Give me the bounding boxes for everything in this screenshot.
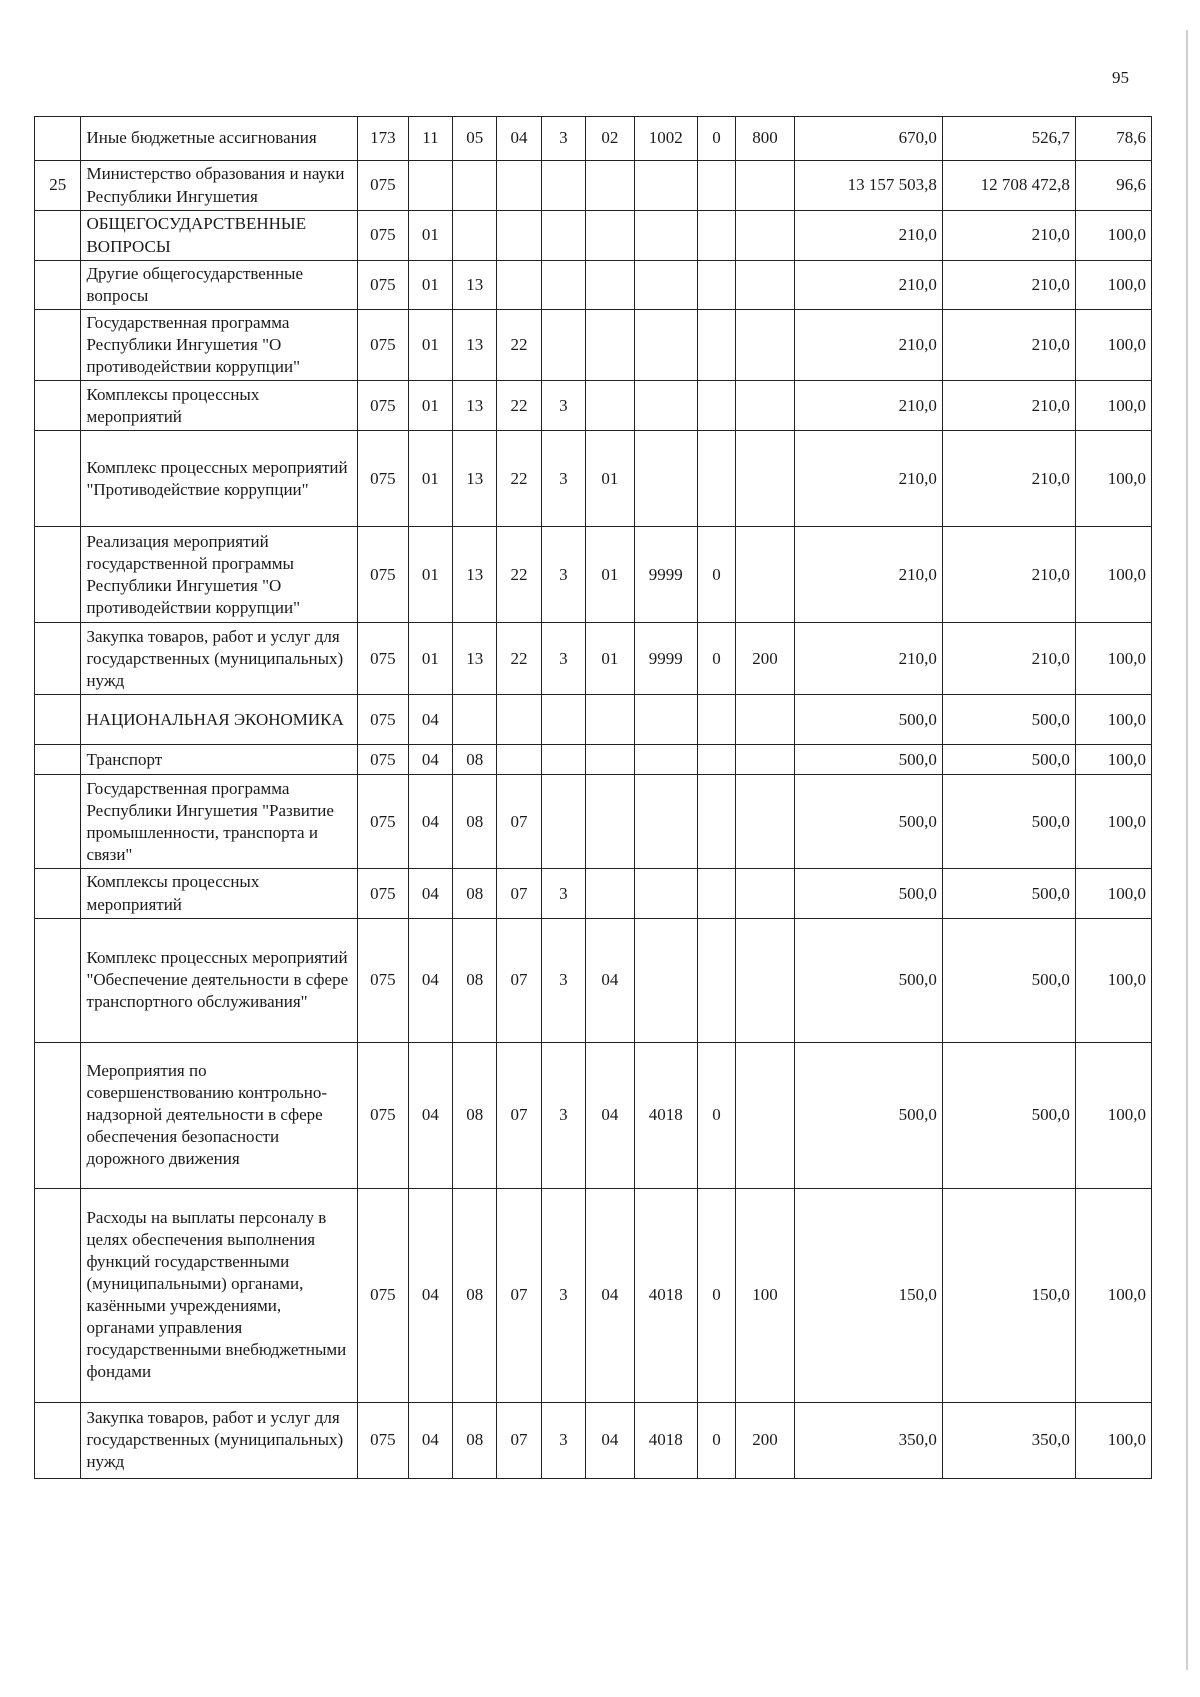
program-code-cell: 22 <box>497 623 541 695</box>
percent-cell: 100,0 <box>1075 745 1151 775</box>
plan-amount-cell: 500,0 <box>795 869 943 918</box>
ministry-code-cell: 075 <box>358 211 409 261</box>
subprogram-code-cell: 3 <box>541 918 585 1042</box>
sub-direction-code-cell <box>697 745 735 775</box>
activity-code-cell <box>586 310 635 381</box>
expense-type-code-cell <box>735 918 794 1042</box>
sub-direction-code-cell: 0 <box>697 527 735 623</box>
budget-table <box>34 116 1152 1479</box>
section-code-cell <box>408 161 452 211</box>
section-code-cell: 04 <box>408 1042 452 1188</box>
actual-amount-cell: 210,0 <box>942 527 1075 623</box>
subprogram-code-cell: 3 <box>541 381 585 431</box>
subprogram-code-cell <box>541 745 585 775</box>
program-code-cell: 07 <box>497 1402 541 1478</box>
subsection-code-cell <box>453 211 497 261</box>
ministry-code-cell: 075 <box>358 869 409 918</box>
program-code-cell <box>497 261 541 310</box>
subprogram-code-cell <box>541 310 585 381</box>
table-row <box>35 261 1152 310</box>
subprogram-code-cell <box>541 695 585 745</box>
sub-direction-code-cell <box>697 918 735 1042</box>
sub-direction-code-cell: 0 <box>697 1188 735 1402</box>
activity-code-cell: 04 <box>586 918 635 1042</box>
section-code-cell: 01 <box>408 381 452 431</box>
ministry-code-cell: 075 <box>358 310 409 381</box>
ministry-code-cell: 173 <box>358 117 409 161</box>
activity-code-cell: 04 <box>586 1042 635 1188</box>
section-code-cell: 01 <box>408 261 452 310</box>
plan-amount-cell: 210,0 <box>795 527 943 623</box>
table-row <box>35 1188 1152 1402</box>
subsection-code-cell: 08 <box>453 918 497 1042</box>
item-name-cell: Государственная программа Республики Ингушетия "О противодействии коррупции" <box>81 310 358 381</box>
subprogram-code-cell <box>541 161 585 211</box>
row-number-cell <box>35 211 81 261</box>
direction-code-cell <box>634 869 697 918</box>
subsection-code-cell <box>453 695 497 745</box>
direction-code-cell <box>634 310 697 381</box>
plan-amount-cell: 500,0 <box>795 775 943 869</box>
program-code-cell <box>497 211 541 261</box>
ministry-code-cell: 075 <box>358 623 409 695</box>
scan-edge-line <box>1186 30 1188 1670</box>
activity-code-cell: 02 <box>586 117 635 161</box>
direction-code-cell: 9999 <box>634 623 697 695</box>
plan-amount-cell: 210,0 <box>795 431 943 527</box>
row-number-cell <box>35 869 81 918</box>
subprogram-code-cell: 3 <box>541 431 585 527</box>
activity-code-cell: 04 <box>586 1402 635 1478</box>
percent-cell: 100,0 <box>1075 261 1151 310</box>
expense-type-code-cell <box>735 527 794 623</box>
program-code-cell: 22 <box>497 527 541 623</box>
expense-type-code-cell: 800 <box>735 117 794 161</box>
row-number-cell <box>35 431 81 527</box>
section-code-cell: 01 <box>408 310 452 381</box>
direction-code-cell <box>634 918 697 1042</box>
expense-type-code-cell <box>735 261 794 310</box>
expense-type-code-cell <box>735 310 794 381</box>
subsection-code-cell: 05 <box>453 117 497 161</box>
program-code-cell: 07 <box>497 775 541 869</box>
percent-cell: 100,0 <box>1075 623 1151 695</box>
percent-cell: 100,0 <box>1075 527 1151 623</box>
item-name-cell: Закупка товаров, работ и услуг для государственных (муниципальных) нужд <box>81 1402 358 1478</box>
item-name-cell: Государственная программа Республики Ингушетия "Развитие промышленности, транспорта и связи" <box>81 775 358 869</box>
section-code-cell: 04 <box>408 918 452 1042</box>
direction-code-cell <box>634 211 697 261</box>
subsection-code-cell: 08 <box>453 775 497 869</box>
activity-code-cell: 01 <box>586 623 635 695</box>
ministry-code-cell: 075 <box>358 918 409 1042</box>
activity-code-cell <box>586 745 635 775</box>
program-code-cell: 07 <box>497 1188 541 1402</box>
percent-cell: 100,0 <box>1075 869 1151 918</box>
activity-code-cell <box>586 211 635 261</box>
row-number-cell <box>35 1188 81 1402</box>
section-code-cell: 04 <box>408 1188 452 1402</box>
expense-type-code-cell <box>735 431 794 527</box>
sub-direction-code-cell: 0 <box>697 117 735 161</box>
ministry-code-cell: 075 <box>358 161 409 211</box>
sub-direction-code-cell <box>697 695 735 745</box>
table-row <box>35 1042 1152 1188</box>
ministry-code-cell: 075 <box>358 775 409 869</box>
expense-type-code-cell <box>735 211 794 261</box>
table-row <box>35 745 1152 775</box>
actual-amount-cell: 210,0 <box>942 261 1075 310</box>
plan-amount-cell: 210,0 <box>795 261 943 310</box>
activity-code-cell: 01 <box>586 431 635 527</box>
activity-code-cell <box>586 775 635 869</box>
direction-code-cell <box>634 695 697 745</box>
subprogram-code-cell: 3 <box>541 527 585 623</box>
ministry-code-cell: 075 <box>358 527 409 623</box>
row-number-cell <box>35 918 81 1042</box>
plan-amount-cell: 500,0 <box>795 695 943 745</box>
program-code-cell <box>497 161 541 211</box>
expense-type-code-cell <box>735 869 794 918</box>
ministry-code-cell: 075 <box>358 695 409 745</box>
expense-type-code-cell <box>735 381 794 431</box>
direction-code-cell: 9999 <box>634 527 697 623</box>
item-name-cell: ОБЩЕГОСУДАРСТВЕННЫЕ ВОПРОСЫ <box>81 211 358 261</box>
direction-code-cell <box>634 381 697 431</box>
section-code-cell: 01 <box>408 431 452 527</box>
plan-amount-cell: 350,0 <box>795 1402 943 1478</box>
activity-code-cell <box>586 261 635 310</box>
direction-code-cell <box>634 431 697 527</box>
plan-amount-cell: 210,0 <box>795 211 943 261</box>
ministry-code-cell: 075 <box>358 381 409 431</box>
sub-direction-code-cell <box>697 431 735 527</box>
subprogram-code-cell: 3 <box>541 1188 585 1402</box>
subsection-code-cell: 08 <box>453 1042 497 1188</box>
direction-code-cell: 4018 <box>634 1042 697 1188</box>
row-number-cell <box>35 775 81 869</box>
percent-cell: 100,0 <box>1075 1042 1151 1188</box>
activity-code-cell: 01 <box>586 527 635 623</box>
ministry-code-cell: 075 <box>358 431 409 527</box>
percent-cell: 100,0 <box>1075 431 1151 527</box>
row-number-cell <box>35 1042 81 1188</box>
row-number-cell <box>35 695 81 745</box>
sub-direction-code-cell <box>697 310 735 381</box>
actual-amount-cell: 210,0 <box>942 310 1075 381</box>
row-number-cell <box>35 261 81 310</box>
expense-type-code-cell: 200 <box>735 623 794 695</box>
plan-amount-cell: 150,0 <box>795 1188 943 1402</box>
subprogram-code-cell <box>541 211 585 261</box>
percent-cell: 100,0 <box>1075 775 1151 869</box>
percent-cell: 100,0 <box>1075 310 1151 381</box>
program-code-cell: 07 <box>497 1042 541 1188</box>
section-code-cell: 04 <box>408 775 452 869</box>
ministry-code-cell: 075 <box>358 1188 409 1402</box>
row-number-cell <box>35 623 81 695</box>
item-name-cell: НАЦИОНАЛЬНАЯ ЭКОНОМИКА <box>81 695 358 745</box>
expense-type-code-cell: 100 <box>735 1188 794 1402</box>
subsection-code-cell: 13 <box>453 381 497 431</box>
item-name-cell: Комплексы процессных мероприятий <box>81 869 358 918</box>
plan-amount-cell: 210,0 <box>795 310 943 381</box>
activity-code-cell <box>586 161 635 211</box>
percent-cell: 100,0 <box>1075 918 1151 1042</box>
section-code-cell: 01 <box>408 211 452 261</box>
direction-code-cell <box>634 775 697 869</box>
subprogram-code-cell <box>541 261 585 310</box>
direction-code-cell: 1002 <box>634 117 697 161</box>
actual-amount-cell: 526,7 <box>942 117 1075 161</box>
activity-code-cell <box>586 695 635 745</box>
actual-amount-cell: 150,0 <box>942 1188 1075 1402</box>
percent-cell: 96,6 <box>1075 161 1151 211</box>
table-row <box>35 918 1152 1042</box>
program-code-cell: 07 <box>497 918 541 1042</box>
subprogram-code-cell: 3 <box>541 117 585 161</box>
section-code-cell: 11 <box>408 117 452 161</box>
percent-cell: 100,0 <box>1075 1188 1151 1402</box>
ministry-code-cell: 075 <box>358 1042 409 1188</box>
table-row <box>35 1402 1152 1478</box>
item-name-cell: Мероприятия по совершенствованию контрольно-надзорной деятельности в сфере обеспечения безопасности дорожного движения <box>81 1042 358 1188</box>
section-code-cell: 04 <box>408 869 452 918</box>
item-name-cell: Комплекс процессных мероприятий "Обеспечение деятельности в сфере транспортного обслуживания" <box>81 918 358 1042</box>
subsection-code-cell: 13 <box>453 261 497 310</box>
direction-code-cell <box>634 745 697 775</box>
row-number-cell <box>35 381 81 431</box>
row-number-cell <box>35 1402 81 1478</box>
program-code-cell: 22 <box>497 310 541 381</box>
expense-type-code-cell <box>735 745 794 775</box>
table-row <box>35 869 1152 918</box>
percent-cell: 100,0 <box>1075 1402 1151 1478</box>
actual-amount-cell: 500,0 <box>942 695 1075 745</box>
activity-code-cell <box>586 869 635 918</box>
plan-amount-cell: 13 157 503,8 <box>795 161 943 211</box>
plan-amount-cell: 500,0 <box>795 1042 943 1188</box>
actual-amount-cell: 500,0 <box>942 1042 1075 1188</box>
plan-amount-cell: 670,0 <box>795 117 943 161</box>
direction-code-cell <box>634 261 697 310</box>
item-name-cell: Транспорт <box>81 745 358 775</box>
actual-amount-cell: 210,0 <box>942 431 1075 527</box>
section-code-cell: 04 <box>408 695 452 745</box>
row-number-cell <box>35 117 81 161</box>
program-code-cell: 04 <box>497 117 541 161</box>
row-number-cell <box>35 310 81 381</box>
actual-amount-cell: 210,0 <box>942 623 1075 695</box>
ministry-code-cell: 075 <box>358 745 409 775</box>
subsection-code-cell: 13 <box>453 310 497 381</box>
page-number: 95 <box>1112 68 1129 87</box>
subsection-code-cell: 08 <box>453 1402 497 1478</box>
subsection-code-cell: 13 <box>453 623 497 695</box>
subsection-code-cell: 13 <box>453 431 497 527</box>
actual-amount-cell: 500,0 <box>942 869 1075 918</box>
expense-type-code-cell: 200 <box>735 1402 794 1478</box>
table-row <box>35 211 1152 261</box>
item-name-cell: Расходы на выплаты персоналу в целях обеспечения выполнения функций государственными (муниципальными) органами, казёнными учреждениями, органами управления государственными внебюджетными фондами <box>81 1188 358 1402</box>
table-row <box>35 527 1152 623</box>
percent-cell: 100,0 <box>1075 695 1151 745</box>
sub-direction-code-cell <box>697 869 735 918</box>
table-row <box>35 117 1152 161</box>
actual-amount-cell: 210,0 <box>942 381 1075 431</box>
plan-amount-cell: 500,0 <box>795 918 943 1042</box>
item-name-cell: Другие общегосударственные вопросы <box>81 261 358 310</box>
table-row <box>35 161 1152 211</box>
activity-code-cell: 04 <box>586 1188 635 1402</box>
ministry-code-cell: 075 <box>358 1402 409 1478</box>
sub-direction-code-cell: 0 <box>697 623 735 695</box>
sub-direction-code-cell <box>697 381 735 431</box>
table-row <box>35 623 1152 695</box>
actual-amount-cell: 500,0 <box>942 918 1075 1042</box>
subprogram-code-cell: 3 <box>541 1402 585 1478</box>
direction-code-cell <box>634 161 697 211</box>
program-code-cell: 22 <box>497 381 541 431</box>
subsection-code-cell <box>453 161 497 211</box>
table-row <box>35 695 1152 745</box>
section-code-cell: 04 <box>408 1402 452 1478</box>
expense-type-code-cell <box>735 161 794 211</box>
expense-type-code-cell <box>735 775 794 869</box>
actual-amount-cell: 210,0 <box>942 211 1075 261</box>
percent-cell: 100,0 <box>1075 381 1151 431</box>
row-number-cell <box>35 527 81 623</box>
subsection-code-cell: 08 <box>453 869 497 918</box>
subprogram-code-cell: 3 <box>541 1042 585 1188</box>
table-row <box>35 431 1152 527</box>
sub-direction-code-cell <box>697 775 735 869</box>
subsection-code-cell: 08 <box>453 745 497 775</box>
actual-amount-cell: 500,0 <box>942 745 1075 775</box>
sub-direction-code-cell: 0 <box>697 1042 735 1188</box>
program-code-cell: 22 <box>497 431 541 527</box>
subsection-code-cell: 08 <box>453 1188 497 1402</box>
section-code-cell: 01 <box>408 623 452 695</box>
program-code-cell <box>497 745 541 775</box>
plan-amount-cell: 210,0 <box>795 381 943 431</box>
percent-cell: 100,0 <box>1075 211 1151 261</box>
subprogram-code-cell: 3 <box>541 869 585 918</box>
subprogram-code-cell: 3 <box>541 623 585 695</box>
actual-amount-cell: 350,0 <box>942 1402 1075 1478</box>
table-row <box>35 775 1152 869</box>
row-number-cell: 25 <box>35 161 81 211</box>
table-row <box>35 381 1152 431</box>
direction-code-cell: 4018 <box>634 1402 697 1478</box>
plan-amount-cell: 210,0 <box>795 623 943 695</box>
item-name-cell: Закупка товаров, работ и услуг для государственных (муниципальных) нужд <box>81 623 358 695</box>
actual-amount-cell: 12 708 472,8 <box>942 161 1075 211</box>
section-code-cell: 01 <box>408 527 452 623</box>
subprogram-code-cell <box>541 775 585 869</box>
expense-type-code-cell <box>735 695 794 745</box>
section-code-cell: 04 <box>408 745 452 775</box>
actual-amount-cell: 500,0 <box>942 775 1075 869</box>
table-row <box>35 310 1152 381</box>
item-name-cell: Комплексы процессных мероприятий <box>81 381 358 431</box>
sub-direction-code-cell <box>697 211 735 261</box>
sub-direction-code-cell <box>697 261 735 310</box>
item-name-cell: Иные бюджетные ассигнования <box>81 117 358 161</box>
program-code-cell <box>497 695 541 745</box>
plan-amount-cell: 500,0 <box>795 745 943 775</box>
item-name-cell: Комплекс процессных мероприятий "Противодействие коррупции" <box>81 431 358 527</box>
row-number-cell <box>35 745 81 775</box>
sub-direction-code-cell: 0 <box>697 1402 735 1478</box>
item-name-cell: Министерство образования и науки Республики Ингушетия <box>81 161 358 211</box>
activity-code-cell <box>586 381 635 431</box>
expense-type-code-cell <box>735 1042 794 1188</box>
ministry-code-cell: 075 <box>358 261 409 310</box>
sub-direction-code-cell <box>697 161 735 211</box>
subsection-code-cell: 13 <box>453 527 497 623</box>
item-name-cell: Реализация мероприятий государственной программы Республики Ингушетия "О противодействии коррупции" <box>81 527 358 623</box>
percent-cell: 78,6 <box>1075 117 1151 161</box>
direction-code-cell: 4018 <box>634 1188 697 1402</box>
program-code-cell: 07 <box>497 869 541 918</box>
